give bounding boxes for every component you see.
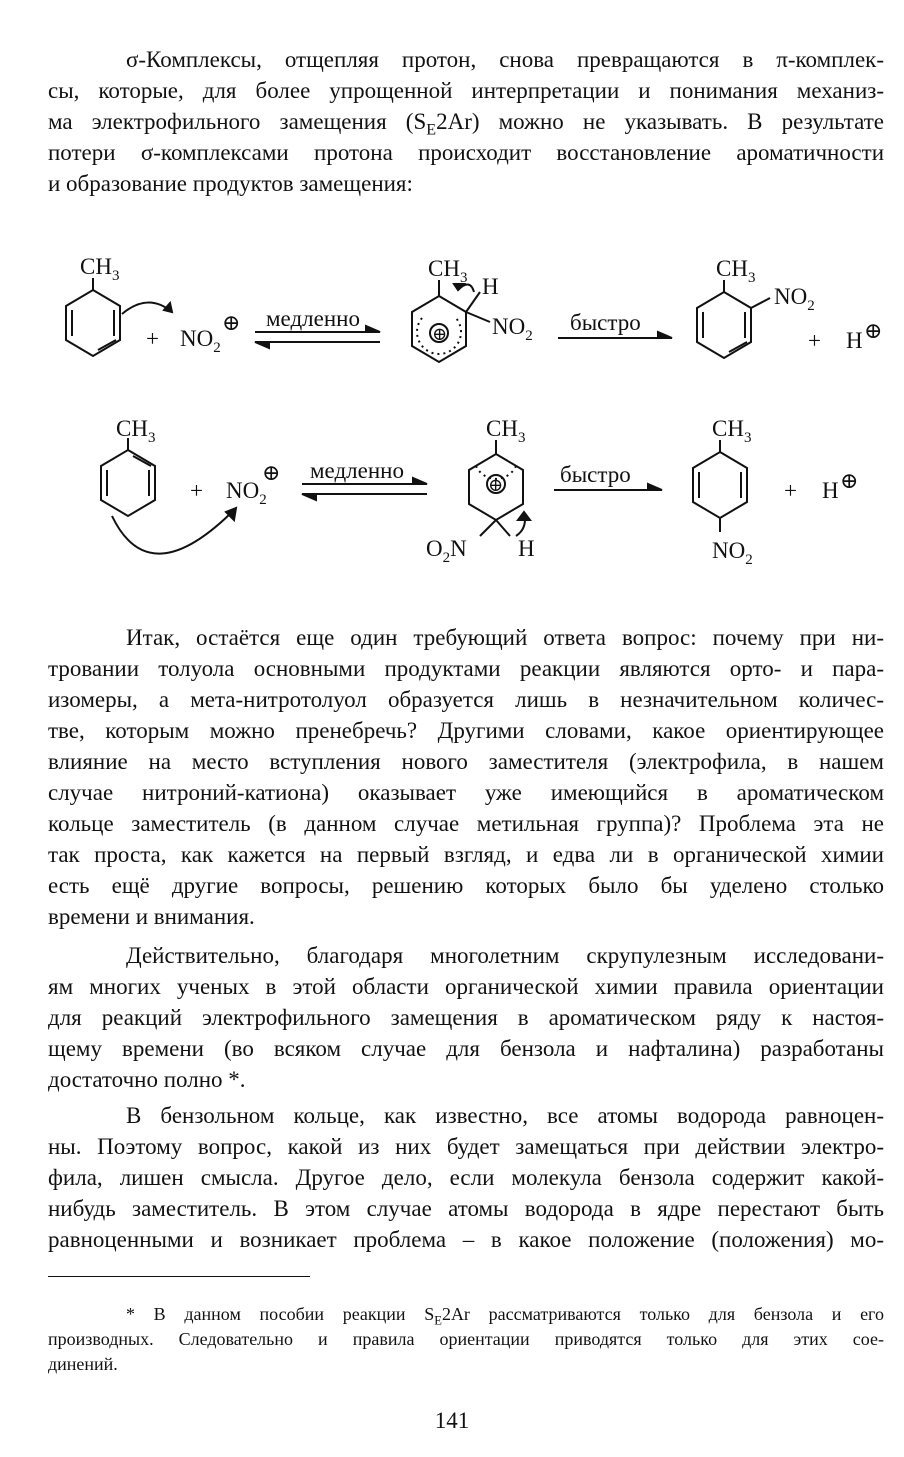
text-line: сы, которые, для более упрощенной интерпретации и понимания механиз-: [48, 78, 884, 103]
reaction-scheme: [40, 240, 883, 600]
paragraph-intro: [48, 44, 884, 199]
slow-label: медленно: [266, 306, 360, 331]
plus-sign: +: [784, 478, 797, 503]
plus-sign: +: [146, 326, 159, 351]
slow-label: медленно: [310, 458, 404, 483]
arrowhead: [164, 303, 172, 312]
text-line: времени и внимания.: [48, 904, 255, 929]
text-line: ма электрофильного замещения $(S_E2Ar)$ можно не указывать. В результате: [48, 109, 884, 139]
positive-charge: ⊕: [488, 475, 504, 495]
toluene-ring-para: [101, 438, 155, 516]
ch3-label: $CH_3$: [712, 416, 752, 446]
paragraph-benzene: [48, 1100, 884, 1255]
toluene-ring-ortho: [66, 278, 120, 356]
plus-sign: +: [190, 478, 203, 503]
hydrogen-label: H: [518, 536, 535, 561]
text-line: и образование продуктов замещения:: [48, 171, 413, 196]
footnote-line: динений.: [48, 1354, 118, 1374]
fast-label: быстро: [560, 462, 631, 487]
para-nitrotoluene-ring: [693, 440, 747, 532]
text-line: так проста, как кажется на первый взгляд, и едва ли в органической химии: [48, 842, 884, 867]
plus-sign: +: [808, 328, 821, 353]
proton-label: H: [846, 328, 863, 353]
ch3-label: $CH_3$: [486, 416, 526, 446]
hydrogen-label: H: [482, 274, 499, 299]
text-line: σ-Комплексы, отщепляя протон, снова превращаются в π-комплек-: [126, 47, 884, 72]
text-line: достаточно полно *.: [48, 1067, 246, 1092]
no2-label: $NO_2$: [774, 284, 815, 314]
text-line: для реакций электрофильного замещения в ароматическом ряду к настоя-: [48, 1005, 884, 1030]
text-line: В бензольном кольце, как известно, все атомы водорода равноцен-: [126, 1103, 884, 1128]
positive-charge: ⊕: [262, 460, 281, 485]
sigma-complex-ortho: [412, 280, 490, 362]
text-line: равноценными и возникает проблема – в какое положение (положения) мо-: [48, 1227, 884, 1252]
text-line: влияние на место вступления нового заместителя (электрофила, в нашем: [48, 749, 884, 774]
fast-label: быстро: [570, 310, 641, 335]
ortho-nitrotoluene-ring: [697, 280, 770, 358]
page-number: 141: [434, 1408, 470, 1433]
positive-charge: ⊕: [222, 310, 241, 335]
footnote-divider: [48, 1276, 310, 1277]
o2n-label: $O_2N$: [426, 536, 467, 566]
text-line: нибудь заместитель. В этом случае атомы водорода в ядре перестают быть: [48, 1196, 884, 1221]
text-line: ям многих ученых в этой области органической химии правила ориентации: [48, 974, 884, 999]
ch3-label: $CH_3$: [116, 416, 156, 446]
no2-label: $NO_2$: [712, 538, 753, 568]
positive-charge: ⊕: [864, 318, 883, 343]
nitronium-label: $NO_2$: [226, 478, 267, 508]
positive-charge: ⊕: [840, 468, 859, 493]
ch3-label: $CH_3$: [716, 256, 756, 286]
text-line: Действительно, благодаря многолетним скрупулезным исследовани-: [126, 943, 884, 968]
paragraph-research: [48, 940, 884, 1095]
text-line: щему времени (во всяком случае для бензола и нафталина) разработаны: [48, 1036, 884, 1061]
text-line: Итак, остаётся еще один требующий ответа вопрос: почему при ни-: [126, 625, 884, 650]
text-line: тровании толуола основными продуктами реакции являются орто- и пара-: [48, 656, 884, 681]
text-line: ны. Поэтому вопрос, какой из них будет замещаться при действии электро-: [48, 1134, 884, 1159]
ch3-label: $CH_3$: [80, 254, 120, 284]
nitronium-label: $NO_2$: [180, 326, 221, 356]
text-line: кольце заместитель (в данном случае метильная группа)? Проблема эта не: [48, 811, 884, 836]
text-line: тве, которым можно пренебречь? Другими словами, какое ориентирующее: [48, 718, 884, 743]
positive-charge: ⊕: [432, 324, 448, 344]
text-line: есть ещё другие вопросы, решению которых было бы уделено столько: [48, 873, 884, 898]
text-line: фила, лишен смысла. Другое дело, если молекула бензола содержит какой-: [48, 1165, 884, 1190]
text-line: изомеры, а мета-нитротолуол образуется лишь в незначительном количес-: [48, 687, 884, 712]
no2-label: $NO_2$: [492, 314, 533, 344]
footnote: [48, 1302, 884, 1377]
footnote-line: производных. Следовательно и правила ориентации приводятся только для этих сое-: [48, 1329, 884, 1349]
footnote-line: * В данном пособии реакции $S_E2Ar$ рассматриваются только для бензола и его: [126, 1304, 884, 1328]
text-line: случае нитроний-катиона) оказывает уже имеющийся в ароматическом: [48, 780, 884, 805]
text-line: потери σ-комплексами протона происходит восстановление ароматичности: [48, 140, 884, 165]
ch3-label: $CH_3$: [428, 256, 468, 286]
proton-label: H: [822, 478, 839, 503]
paragraph-question: [48, 622, 884, 932]
